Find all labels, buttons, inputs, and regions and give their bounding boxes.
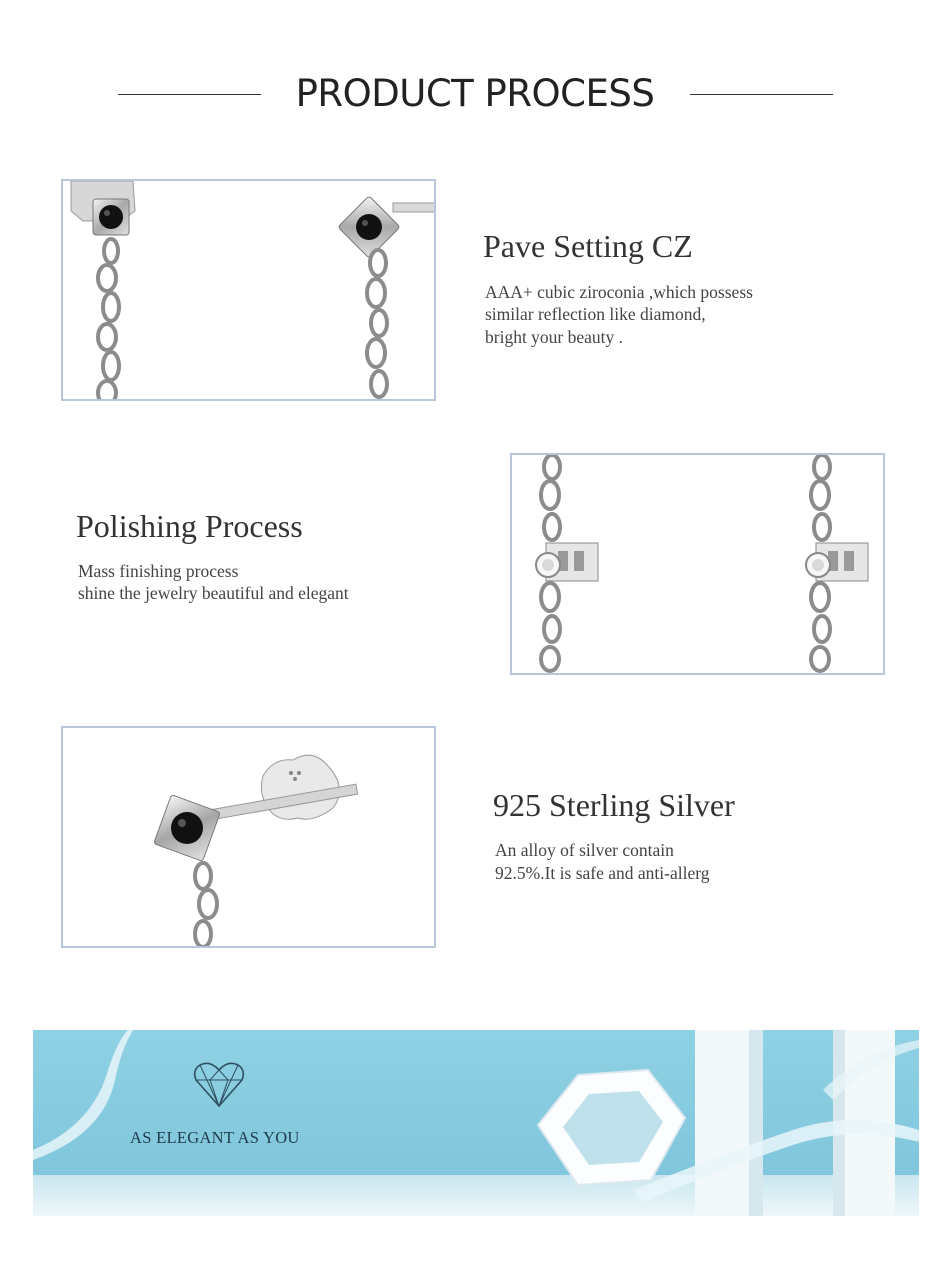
banner-tagline: AS ELEGANT AS YOU — [130, 1128, 300, 1147]
earring-pair-illustration — [63, 181, 434, 399]
banner-background — [33, 1030, 919, 1216]
header-rule-right — [690, 94, 833, 95]
page-title: PRODUCT PROCESS — [295, 72, 655, 115]
brand-banner — [33, 1030, 919, 1216]
single-earring-illustration — [63, 728, 434, 946]
section-line: shine the jewelry beautiful and elegant — [78, 583, 349, 603]
section-line: 92.5%.It is safe and anti-allerg — [495, 863, 710, 883]
product-image-pave-setting — [61, 179, 436, 401]
section-heading-sterling: 925 Sterling Silver — [493, 787, 735, 823]
section-line: An alloy of silver contain — [495, 840, 674, 860]
product-image-polishing — [510, 453, 885, 675]
section-line: AAA+ cubic ziroconia ,which possess — [485, 282, 753, 302]
chain-closeup-illustration — [512, 455, 883, 673]
product-image-sterling-silver — [61, 726, 436, 948]
section-line: Mass finishing process — [78, 561, 239, 581]
section-heading-polishing: Polishing Process — [76, 508, 303, 544]
section-line: similar reflection like diamond, — [485, 304, 706, 324]
section-line: bright your beauty . — [485, 327, 624, 347]
section-heading-pave: Pave Setting CZ — [483, 228, 693, 264]
heart-icon — [192, 1060, 246, 1110]
